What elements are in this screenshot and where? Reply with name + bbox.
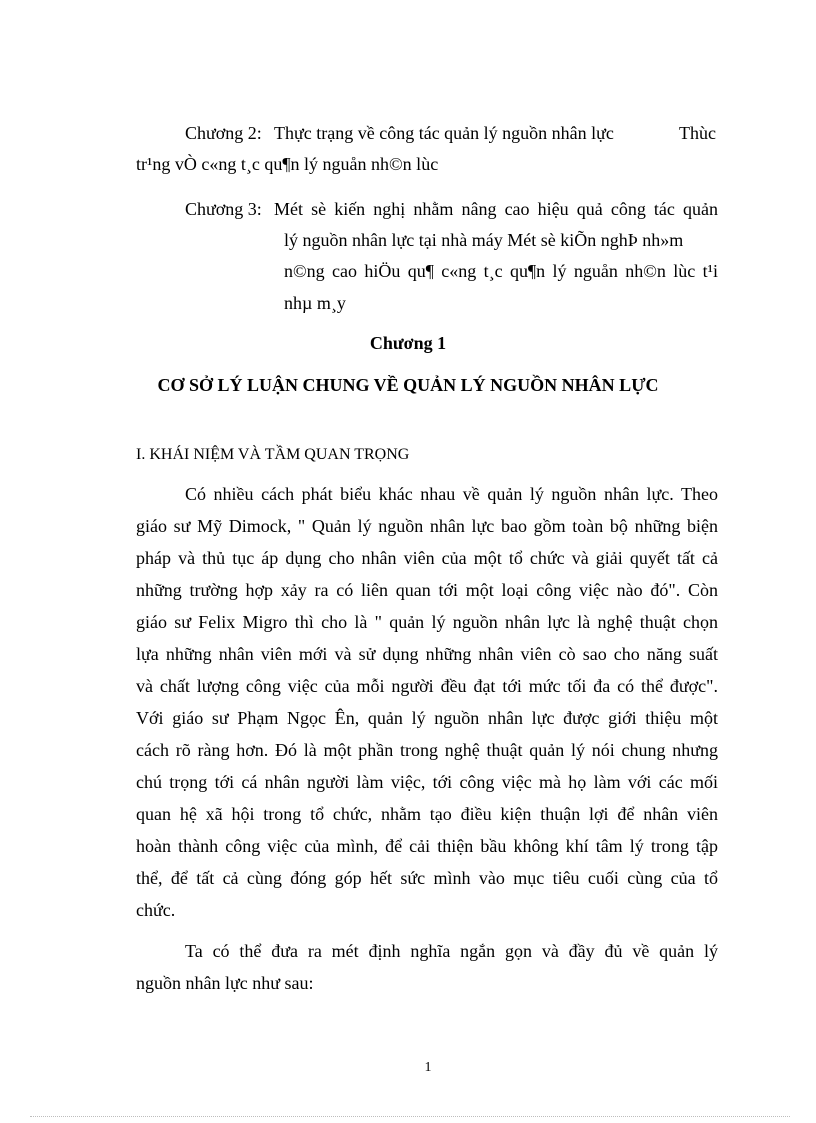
toc-chapter-3-line: Mét sè kiến nghị nhằm nâng cao hiệu quả công tác quản: [274, 199, 718, 219]
body-line: Ta có thể đưa ra mét định nghĩa ngắn gọn và đầy đủ về quản lý: [185, 941, 718, 961]
toc-chapter-3-line: lý nguồn nhân lực tại nhà máy Mét sè kiÕn nghÞ nh»m: [284, 230, 684, 250]
body-line: hoàn thành công việc của mình, để cải thiện bầu không khí tâm lý trong tập: [136, 836, 718, 856]
body-line: lựa những nhân viên mới và sử dụng những nhân viên cò sao cho năng suất: [136, 644, 718, 664]
body-line: thể, để tất cả cùng đóng góp hết sức mình vào mục tiêu cuối cùng của tổ: [136, 868, 718, 888]
page-number: 1: [424, 1060, 432, 1075]
body-line: Có nhiều cách phát biểu khác nhau về quản lý nguồn nhân lực. Theo: [185, 484, 718, 504]
toc-chapter-2-title: Thực trạng về công tác quản lý nguồn nhân lực: [274, 123, 614, 143]
body-line: những trường hợp xảy ra có liên quan tới một loại công việc nào đó". Còn: [136, 580, 718, 600]
body-line: nguồn nhân lực như sau:: [136, 973, 314, 993]
body-line: quan hệ xã hội trong tổ chức, nhằm tạo điều kiện thuận lợi để nhân viên: [136, 804, 718, 824]
toc-chapter-3-line: n©ng cao hiÖu qu¶ c«ng t¸c qu¶n lý nguån nh©n lùc t¹i: [284, 261, 718, 281]
section-heading: I. KHÁI NIỆM VÀ TẦM QUAN TRỌNG: [136, 446, 410, 463]
body-line: giáo sư Felix Migro thì cho là " quản lý nguồn nhân lực là nghệ thuật chọn: [136, 612, 718, 632]
body-line: cách rõ ràng hơn. Đó là một phần trong nghệ thuật quản lý nói chung nhưng: [136, 740, 718, 760]
toc-chapter-2-label: Chương 2:: [185, 123, 262, 143]
toc-chapter-2-garbled-line: tr¹ng vÒ c«ng t¸c qu¶n lý nguån nh©n lùc: [136, 154, 439, 174]
toc-chapter-3-label: Chương 3:: [185, 199, 262, 219]
body-line: pháp và thủ tục áp dụng cho nhân viên của một tổ chức và giải quyết tất cả: [136, 548, 718, 568]
body-line: giáo sư Mỹ Dimock, " Quản lý nguồn nhân lực bao gồm toàn bộ những biện: [136, 516, 718, 536]
chapter-number: Chương 1: [369, 333, 447, 353]
page-bottom-divider: [30, 1116, 790, 1117]
body-line: chức.: [136, 900, 176, 920]
toc-chapter-3-line: nhµ m¸y: [284, 293, 346, 313]
chapter-title: CƠ SỞ LÝ LUẬN CHUNG VỀ QUẢN LÝ NGUỒN NHÂN LỰC: [157, 375, 659, 395]
body-line: Với giáo sư Phạm Ngọc Ên, quản lý nguồn nhân lực được giới thiệu một: [136, 708, 718, 728]
toc-chapter-2-garbled-fragment: Thùc: [679, 123, 716, 143]
body-line: và chất lượng công việc của mỗi người đều đạt tới mức tối đa có thể được".: [136, 676, 718, 696]
body-line: chú trọng tới cá nhân người làm việc, tới công việc mà họ làm với các mối: [136, 772, 718, 792]
